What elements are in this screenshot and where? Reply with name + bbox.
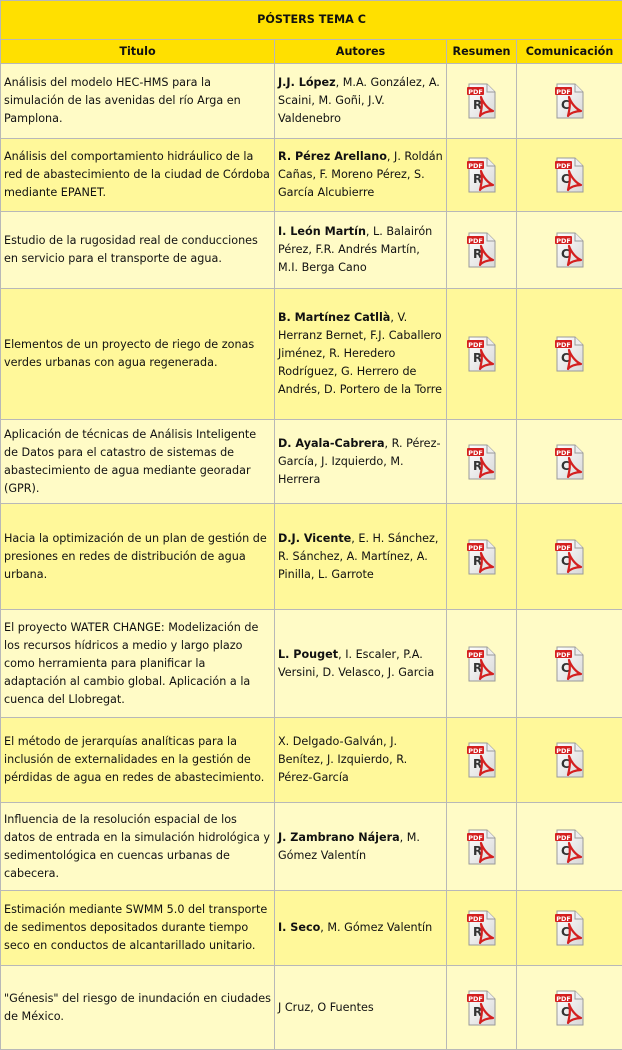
communication-cell xyxy=(517,139,622,212)
lead-author: D. Ayala-Cabrera xyxy=(278,437,385,450)
pdf-communication-icon xyxy=(554,829,586,865)
summary-pdf-link[interactable] xyxy=(466,840,498,853)
pdf-tag-label: PDF xyxy=(556,237,571,245)
column-header-authors: Autores xyxy=(275,40,447,64)
lead-author: L. Pouget xyxy=(278,648,338,661)
pdf-communication-icon xyxy=(554,910,586,946)
poster-rows xyxy=(1,64,622,1050)
pdf-summary-icon xyxy=(466,990,498,1026)
pdf-communication-icon xyxy=(554,444,586,480)
summary-pdf-link[interactable] xyxy=(466,347,498,360)
summary-pdf-link[interactable] xyxy=(466,921,498,934)
communication-pdf-link[interactable] xyxy=(554,455,586,468)
communication-pdf-link[interactable] xyxy=(554,168,586,181)
summary-pdf-link[interactable] xyxy=(466,753,498,766)
poster-authors xyxy=(275,504,447,610)
pdf-letter-label: R xyxy=(473,98,482,112)
pdf-letter-label: C xyxy=(561,757,570,771)
pdf-tag-label: PDF xyxy=(556,162,571,170)
poster-authors xyxy=(275,420,447,504)
summary-cell xyxy=(447,64,517,139)
communication-cell xyxy=(517,420,622,504)
communication-pdf-link[interactable] xyxy=(554,94,586,107)
pdf-communication-icon xyxy=(554,646,586,682)
communication-cell xyxy=(517,504,622,610)
lead-author: R. Pérez Arellano xyxy=(278,150,387,163)
pdf-summary-icon xyxy=(466,83,498,119)
pdf-communication-icon xyxy=(554,336,586,372)
summary-cell xyxy=(447,718,517,803)
communication-cell xyxy=(517,966,622,1050)
pdf-letter-label: R xyxy=(473,351,482,365)
pdf-letter-label: C xyxy=(561,172,570,186)
poster-title: El proyecto WATER CHANGE: Modelización de los recursos hídricos a medio y largo plazo como herramienta para planificar la adaptación al cambio global. Aplicación a la cuenca del Llobregat. xyxy=(1,610,275,718)
lead-author: B. Martínez Catllà xyxy=(278,311,390,324)
co-authors: , I. Escaler, P.A. Versini, D. Velasco, J. Garcia xyxy=(278,648,434,679)
co-authors: , E. H. Sánchez, R. Sánchez, A. Martínez, A. Pinilla, L. Garrote xyxy=(278,532,439,581)
poster-authors xyxy=(275,803,447,891)
pdf-letter-label: R xyxy=(473,1005,482,1019)
communication-pdf-link[interactable] xyxy=(554,753,586,766)
poster-title: Elementos de un proyecto de riego de zonas verdes urbanas con agua regenerada. xyxy=(1,289,275,420)
co-authors: , M. Gómez Valentín xyxy=(278,831,420,862)
poster-authors xyxy=(275,139,447,212)
lead-author: J. Zambrano Nájera xyxy=(278,831,400,844)
co-authors: , J. Roldán Cañas, F. Moreno Pérez, S. García Alcubierre xyxy=(278,150,443,199)
communication-cell xyxy=(517,610,622,718)
pdf-letter-label: R xyxy=(473,925,482,939)
pdf-letter-label: R xyxy=(473,661,482,675)
lead-author: I. León Martín xyxy=(278,225,366,238)
pdf-letter-label: C xyxy=(561,925,570,939)
pdf-letter-label: R xyxy=(473,757,482,771)
communication-pdf-link[interactable] xyxy=(554,921,586,934)
summary-pdf-link[interactable] xyxy=(466,94,498,107)
table-row xyxy=(1,64,622,139)
summary-cell xyxy=(447,803,517,891)
pdf-communication-icon xyxy=(554,539,586,575)
pdf-tag-label: PDF xyxy=(468,915,483,923)
poster-authors xyxy=(275,718,447,803)
pdf-tag-label: PDF xyxy=(468,448,483,456)
pdf-tag-label: PDF xyxy=(468,650,483,658)
poster-title: Estimación mediante SWMM 5.0 del transporte de sedimentos depositados durante tiempo seco en conductos de alcantarillado unitario. xyxy=(1,891,275,966)
summary-cell xyxy=(447,966,517,1050)
pdf-tag-label: PDF xyxy=(468,833,483,841)
pdf-tag-label: PDF xyxy=(556,88,571,96)
poster-title: Análisis del modelo HEC-HMS para la simulación de las avenidas del río Arga en Pamplona. xyxy=(1,64,275,139)
poster-authors xyxy=(275,64,447,139)
summary-pdf-link[interactable] xyxy=(466,550,498,563)
poster-authors xyxy=(275,212,447,289)
communication-pdf-link[interactable] xyxy=(554,840,586,853)
pdf-summary-icon xyxy=(466,646,498,682)
summary-cell xyxy=(447,891,517,966)
pdf-summary-icon xyxy=(466,742,498,778)
communication-cell xyxy=(517,718,622,803)
lead-author: I. Seco xyxy=(278,921,320,934)
poster-authors xyxy=(275,966,447,1050)
pdf-tag-label: PDF xyxy=(468,341,483,349)
poster-authors xyxy=(275,289,447,420)
pdf-tag-label: PDF xyxy=(556,448,571,456)
lead-author: D.J. Vicente xyxy=(278,532,351,545)
pdf-tag-label: PDF xyxy=(556,994,571,1002)
co-authors: X. Delgado-Galván, J. Benítez, J. Izquierdo, R. Pérez-García xyxy=(278,735,407,784)
pdf-letter-label: C xyxy=(561,459,570,473)
summary-cell xyxy=(447,212,517,289)
pdf-summary-icon xyxy=(466,157,498,193)
pdf-letter-label: R xyxy=(473,172,482,186)
summary-cell xyxy=(447,289,517,420)
pdf-communication-icon xyxy=(554,232,586,268)
pdf-tag-label: PDF xyxy=(556,650,571,658)
pdf-summary-icon xyxy=(466,910,498,946)
pdf-tag-label: PDF xyxy=(556,543,571,551)
poster-title: Aplicación de técnicas de Análisis Inteligente de Datos para el catastro de sistemas de abastecimiento de agua mediante georadar (GPR). xyxy=(1,420,275,504)
lead-author: J.J. López xyxy=(278,76,336,89)
co-authors: , V. Herranz Bernet, F.J. Caballero Jiménez, R. Heredero Rodríguez, G. Herrero de Andrés, D. Portero de la Torre xyxy=(278,311,442,396)
pdf-summary-icon xyxy=(466,829,498,865)
column-header-communication: Comunicación xyxy=(517,40,622,64)
pdf-tag-label: PDF xyxy=(468,747,483,755)
poster-title: Estudio de la rugosidad real de conducciones en servicio para el transporte de agua. xyxy=(1,212,275,289)
pdf-letter-label: C xyxy=(561,1005,570,1019)
summary-pdf-link[interactable] xyxy=(466,657,498,670)
column-header-title: Titulo xyxy=(1,40,275,64)
summary-pdf-link[interactable] xyxy=(466,168,498,181)
poster-title: El método de jerarquías analíticas para la inclusión de externalidades en la gestión de pérdidas de agua en redes de abastecimiento. xyxy=(1,718,275,803)
summary-cell xyxy=(447,610,517,718)
summary-cell xyxy=(447,504,517,610)
table-row xyxy=(1,420,622,504)
communication-cell xyxy=(517,803,622,891)
summary-cell xyxy=(447,139,517,212)
co-authors: J Cruz, O Fuentes xyxy=(278,1001,374,1014)
table-row xyxy=(1,966,622,1050)
summary-pdf-link[interactable] xyxy=(466,455,498,468)
pdf-letter-label: C xyxy=(561,98,570,112)
column-header-summary: Resumen xyxy=(447,40,517,64)
pdf-tag-label: PDF xyxy=(468,543,483,551)
pdf-summary-icon xyxy=(466,336,498,372)
pdf-letter-label: R xyxy=(473,844,482,858)
table-row xyxy=(1,139,622,212)
pdf-tag-label: PDF xyxy=(556,341,571,349)
pdf-communication-icon xyxy=(554,157,586,193)
co-authors: , M. Gómez Valentín xyxy=(320,921,432,934)
poster-title: Análisis del comportamiento hidráulico de la red de abastecimiento de la ciudad de Córdoba mediante EPANET. xyxy=(1,139,275,212)
table-row xyxy=(1,610,622,718)
poster-authors xyxy=(275,891,447,966)
table-row xyxy=(1,212,622,289)
pdf-letter-label: R xyxy=(473,554,482,568)
pdf-letter-label: C xyxy=(561,247,570,261)
communication-pdf-link[interactable] xyxy=(554,657,586,670)
table-row xyxy=(1,504,622,610)
pdf-communication-icon xyxy=(554,83,586,119)
summary-pdf-link[interactable] xyxy=(466,243,498,256)
pdf-letter-label: C xyxy=(561,554,570,568)
pdf-letter-label: R xyxy=(473,459,482,473)
co-authors: , R. Pérez-García, J. Izquierdo, M. Herrera xyxy=(278,437,440,486)
communication-pdf-link[interactable] xyxy=(554,243,586,256)
summary-pdf-link[interactable] xyxy=(466,1001,498,1014)
co-authors: , L. Balairón Pérez, F.R. Andrés Martín, M.I. Berga Cano xyxy=(278,225,432,274)
pdf-letter-label: R xyxy=(473,247,482,261)
table-row xyxy=(1,891,622,966)
table-row xyxy=(1,803,622,891)
communication-pdf-link[interactable] xyxy=(554,347,586,360)
table-row xyxy=(1,718,622,803)
table-title-row xyxy=(1,1,622,40)
poster-title: Hacia la optimización de un plan de gestión de presiones en redes de distribución de agua urbana. xyxy=(1,504,275,610)
column-header-row xyxy=(1,40,622,64)
communication-cell xyxy=(517,212,622,289)
communication-cell xyxy=(517,891,622,966)
pdf-communication-icon xyxy=(554,990,586,1026)
pdf-tag-label: PDF xyxy=(468,994,483,1002)
pdf-letter-label: C xyxy=(561,661,570,675)
summary-cell xyxy=(447,420,517,504)
pdf-tag-label: PDF xyxy=(556,833,571,841)
pdf-tag-label: PDF xyxy=(468,88,483,96)
pdf-summary-icon xyxy=(466,232,498,268)
table-title: PÓSTERS TEMA C xyxy=(1,1,622,40)
pdf-summary-icon xyxy=(466,539,498,575)
pdf-summary-icon xyxy=(466,444,498,480)
communication-cell xyxy=(517,289,622,420)
pdf-tag-label: PDF xyxy=(556,747,571,755)
co-authors: , M.A. González, A. Scaini, M. Goñi, J.V. Valdenebro xyxy=(278,76,440,125)
communication-pdf-link[interactable] xyxy=(554,550,586,563)
pdf-letter-label: C xyxy=(561,844,570,858)
pdf-letter-label: C xyxy=(561,351,570,365)
poster-authors xyxy=(275,610,447,718)
pdf-tag-label: PDF xyxy=(468,237,483,245)
pdf-tag-label: PDF xyxy=(468,162,483,170)
communication-pdf-link[interactable] xyxy=(554,1001,586,1014)
communication-cell xyxy=(517,64,622,139)
pdf-communication-icon xyxy=(554,742,586,778)
poster-title: "Génesis" del riesgo de inundación en ciudades de México. xyxy=(1,966,275,1050)
poster-title: Influencia de la resolución espacial de los datos de entrada en la simulación hidrológica y sedimentológica en cuencas urbanas de cabecera. xyxy=(1,803,275,891)
table-row xyxy=(1,289,622,420)
pdf-tag-label: PDF xyxy=(556,915,571,923)
